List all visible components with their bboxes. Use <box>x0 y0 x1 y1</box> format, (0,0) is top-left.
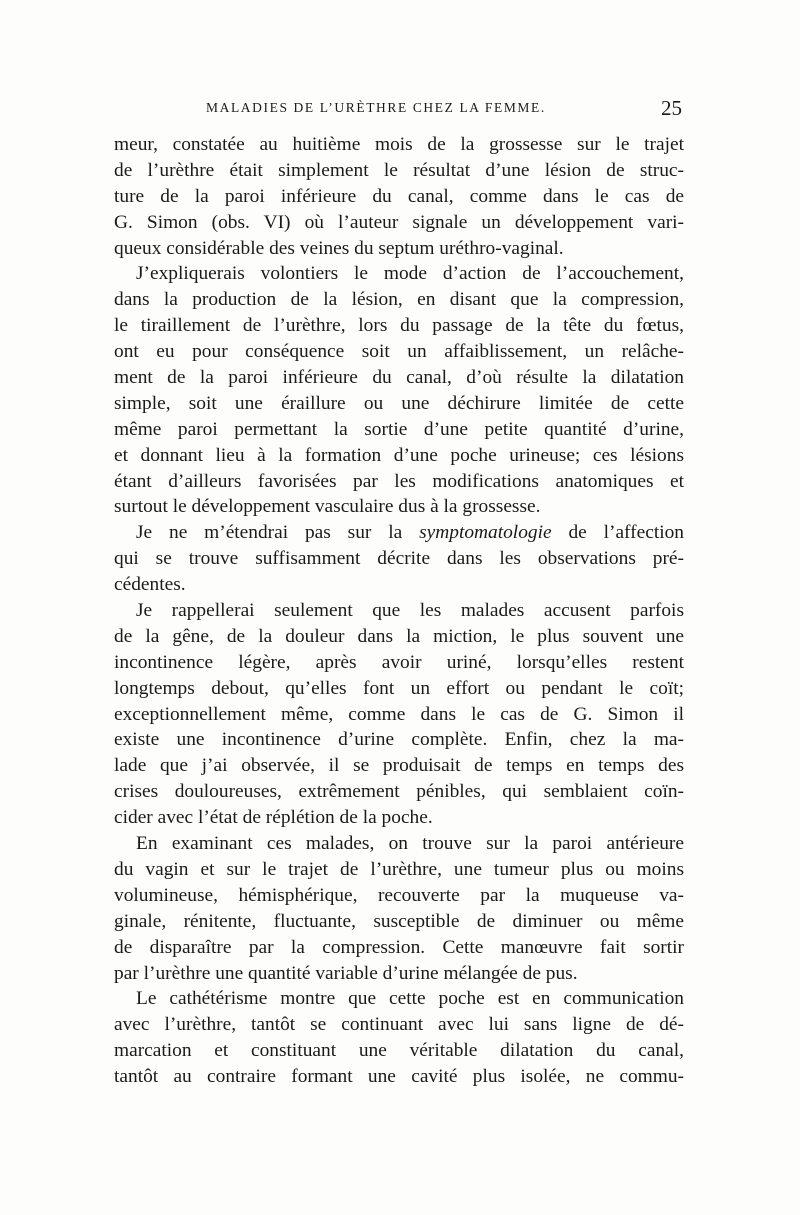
text-line: ont eu pour conséquence soit un affaiblissement, un relâche- <box>114 341 684 363</box>
text-line: queux considérable des veines du septum uréthro-vaginal. <box>114 237 564 259</box>
text-line: ment de la paroi inférieure du canal, d’où résulte la dilatation <box>114 367 684 389</box>
text-line: qui se trouve suffisamment décrite dans les observations pré- <box>114 548 684 570</box>
text-line: tantôt au contraire formant une cavité plus isolée, ne commu- <box>114 1066 684 1088</box>
text-line: le tiraillement de l’urèthre, lors du passage de la tête du fœtus, <box>114 315 684 337</box>
page-header <box>114 96 684 124</box>
text-line: G. Simon (obs. VI) où l’auteur signale un développement vari- <box>114 211 684 233</box>
text-line: simple, soit une éraillure ou une déchirure limitée de cette <box>114 392 684 414</box>
text-line: même paroi permettant la sortie d’une petite quantité d’urine, <box>114 418 684 440</box>
text-line: ginale, rénitente, fluctuante, susceptible de diminuer ou même <box>114 910 684 932</box>
italic-term: symptomatologie <box>419 522 552 544</box>
text-line: meur, constatée au huitième mois de la grossesse sur le trajet <box>114 134 684 155</box>
text-line: de la gêne, de la douleur dans la miction, le plus souvent une <box>114 625 684 647</box>
body-text <box>114 132 684 1090</box>
text-line: lade que j’ai observée, il se produisait de temps en temps des <box>114 755 684 777</box>
text-line: du vagin et sur le trajet de l’urèthre, une tumeur plus ou moins <box>114 858 684 880</box>
text-line: surtout le développement vasculaire dus à la grossesse. <box>114 496 541 518</box>
paragraph-start-line <box>114 520 684 546</box>
text-line: par l’urèthre une quantité variable d’urine mélangée de pus. <box>114 962 578 984</box>
page-number: 25 <box>661 96 682 120</box>
text-line: et donnant lieu à la formation d’une poche urineuse; ces lésions <box>114 444 684 466</box>
text-line: de disparaître par la compression. Cette manœuvre fait sortir <box>114 936 684 958</box>
text-line: ture de la paroi inférieure du canal, comme dans le cas de <box>114 185 684 207</box>
text-line: existe une incontinence d’urine complète. Enfin, chez la ma- <box>114 729 684 751</box>
text-line: incontinence légère, après avoir uriné, lorsqu’elles restent <box>114 651 684 673</box>
paragraph-start-line: En examinant ces malades, on trouve sur la paroi antérieure <box>136 833 684 855</box>
text-line: exceptionnellement même, comme dans le cas de G. Simon il <box>114 703 684 725</box>
text-line: volumineuse, hémisphérique, recouverte par la muqueuse va- <box>114 884 684 906</box>
text-line: dans la production de la lésion, en disant que la compression, <box>114 289 684 311</box>
text-line: cider avec l’état de réplétion de la poche. <box>114 807 433 829</box>
mixed-line <box>114 520 684 546</box>
text-line: longtemps debout, qu’elles font un effort ou pendant le coït; <box>114 677 684 699</box>
text-line: de l’urèthre était simplement le résultat d’une lésion de struc- <box>114 159 684 181</box>
text-line: marcation et constituant une véritable dilatation du canal, <box>114 1040 684 1062</box>
paragraph-start-line: Le cathétérisme montre que cette poche est en communication <box>136 988 684 1010</box>
text-run: Je ne m’étendrai pas sur la <box>136 522 403 544</box>
paragraph-start-line: J’expliquerais volontiers le mode d’action de l’accouchement, <box>136 263 684 285</box>
text-line: étant d’ailleurs favorisées par les modifications anatomiques et <box>114 470 684 492</box>
text-line: cédentes. <box>114 574 186 596</box>
running-title: MALADIES DE L’URÈTHRE CHEZ LA FEMME. <box>206 100 546 115</box>
text-line: crises douloureuses, extrêmement pénibles, qui semblaient coïn- <box>114 781 684 803</box>
text-line: avec l’urèthre, tantôt se continuant avec lui sans ligne de dé- <box>114 1014 684 1036</box>
paragraph-start-line: Je rappellerai seulement que les malades accusent parfois <box>136 600 684 622</box>
text-run: de l’affection <box>568 522 684 544</box>
